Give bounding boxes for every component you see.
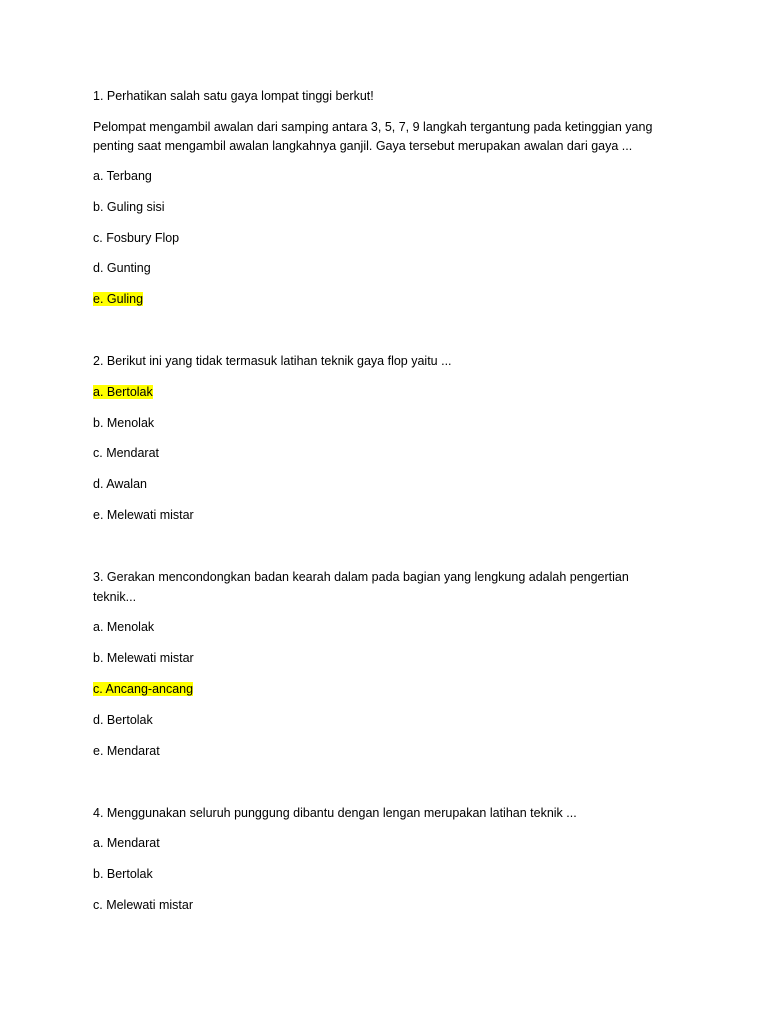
question-1-text-line-2: penting saat mengambil awalan langkahnya ganjil. Gaya tersebut merupakan awalan dari gaya ... xyxy=(93,139,633,153)
question-2-title: 2. Berikut ini yang tidak termasuk latihan teknik gaya flop yaitu ... xyxy=(93,354,452,368)
answer-highlight: e. Guling xyxy=(93,292,144,306)
question-3-option-a: a. Menolak xyxy=(93,620,155,634)
question-3-title-line-2: teknik... xyxy=(93,590,137,604)
question-4-option-a: a. Mendarat xyxy=(93,836,160,850)
question-3-option-b: b. Melewati mistar xyxy=(93,651,194,665)
question-1-title: 1. Perhatikan salah satu gaya lompat tinggi berkut! xyxy=(93,89,374,103)
question-2-option-e: e. Melewati mistar xyxy=(93,508,194,522)
question-4-title: 4. Menggunakan seluruh punggung dibantu dengan lengan merupakan latihan teknik ... xyxy=(93,806,577,820)
question-1-text-line-1: Pelompat mengambil awalan dari samping antara 3, 5, 7, 9 langkah tergantung pada ketinggian yang xyxy=(93,120,653,134)
answer-highlight: a. Bertolak xyxy=(93,385,153,399)
question-2-option-a-answer xyxy=(93,382,153,403)
question-1-option-b: b. Guling sisi xyxy=(93,200,165,214)
question-1-option-e-answer xyxy=(93,289,143,310)
question-3-option-e: e. Mendarat xyxy=(93,744,160,758)
question-4-option-c: c. Melewati mistar xyxy=(93,898,194,912)
question-4-option-b: b. Bertolak xyxy=(93,867,153,881)
answer-highlight: c. Ancang-ancang xyxy=(93,682,194,696)
question-3-option-d: d. Bertolak xyxy=(93,713,153,727)
question-1-option-a: a. Terbang xyxy=(93,169,152,183)
question-2-option-c: c. Mendarat xyxy=(93,446,160,460)
question-2-option-d: d. Awalan xyxy=(93,477,147,491)
question-1-option-d: d. Gunting xyxy=(93,261,151,275)
question-2-option-b: b. Menolak xyxy=(93,416,155,430)
question-1-option-c: c. Fosbury Flop xyxy=(93,231,180,245)
question-3-title-line-1: 3. Gerakan mencondongkan badan kearah dalam pada bagian yang lengkung adalah pengertian xyxy=(93,570,629,584)
question-3-option-c-answer xyxy=(93,679,193,700)
